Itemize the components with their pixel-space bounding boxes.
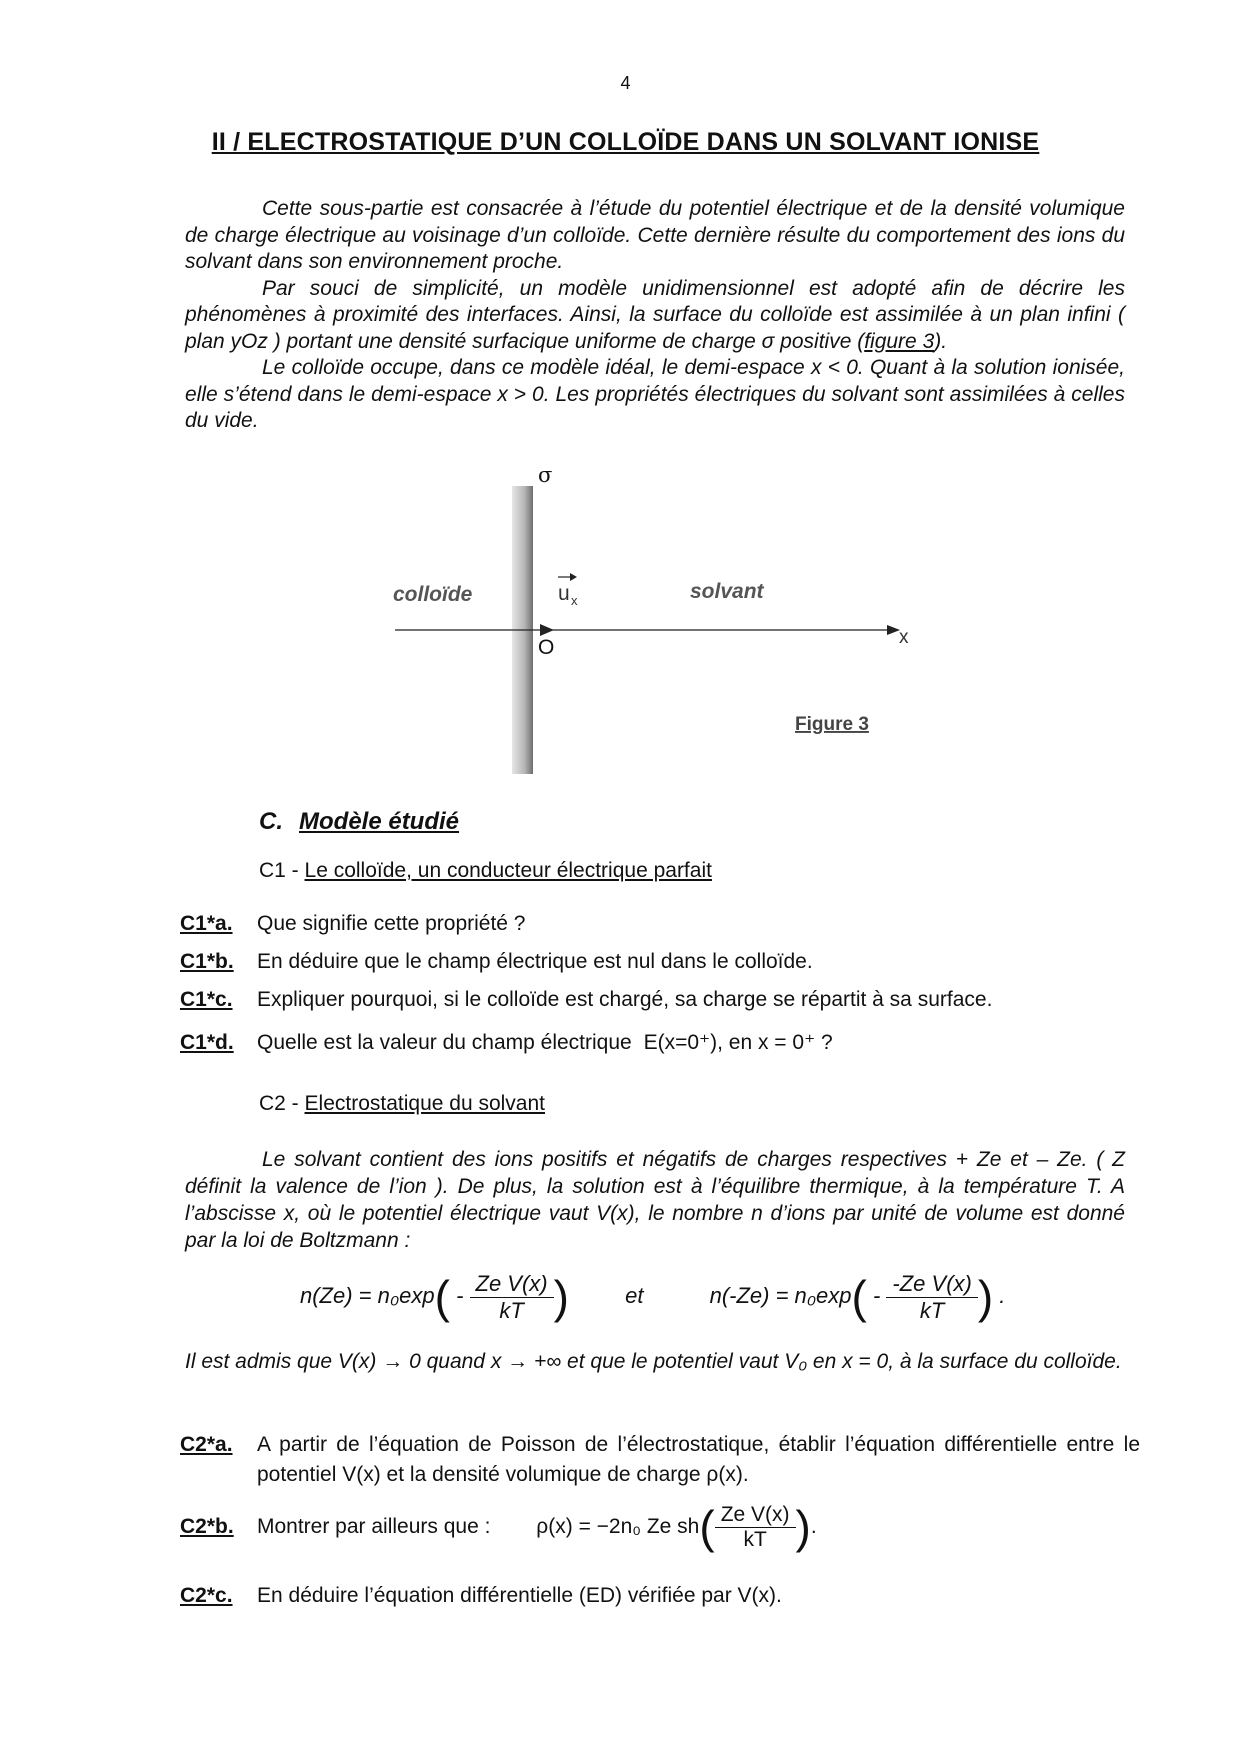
paren-open: (: [434, 1271, 450, 1323]
minus-sign: -: [866, 1282, 887, 1308]
question-c2b: [180, 1500, 1140, 1554]
c1-heading: [259, 859, 712, 883]
ux-label: u: [558, 582, 570, 605]
boltzmann-intro: Le solvant contient des ions positifs et négatifs de charges respectives + Ze et – Ze. ( Z définit la valence de l’ion ). De plus, la solution est à l’équilibre thermique, à la température T. A l’abscisse x, où le potentiel électrique vaut V(x), le nombre n d’ions par unité de volume est donné par la loi de Boltzmann :: [185, 1148, 1125, 1252]
figure-caption: Figure 3: [795, 714, 869, 735]
section-c-title: Modèle étudié: [299, 808, 460, 835]
solvant-label: solvant: [690, 580, 764, 603]
intro-p2-end: ).: [934, 329, 948, 353]
c2-paragraph-2: [185, 1345, 1125, 1378]
c1-prefix: C1 -: [259, 859, 305, 882]
ux-arrow: [540, 624, 554, 636]
question-c2c: [180, 1584, 1140, 1608]
c2-heading: [259, 1092, 545, 1116]
section-title: II / ELECTROSTATIQUE D’UN COLLOÏDE DANS UN SOLVANT IONISE: [211, 128, 1040, 156]
question-text: Que signifie cette propriété ?: [257, 912, 526, 935]
question-label: C2*c.: [180, 1584, 233, 1607]
eq-right-prefix: n(-Ze) = n₀exp: [709, 1282, 852, 1308]
intro-paragraph-2: [185, 276, 1125, 356]
minus-sign: -: [449, 1282, 470, 1308]
question-text: En déduire l’équation différentielle (ED) vérifiée par V(x).: [257, 1584, 782, 1607]
eq-right-fraction: [886, 1271, 977, 1324]
eq-left-numerator: Ze V(x): [470, 1271, 554, 1298]
period: .: [810, 1515, 817, 1538]
ux-subscript: x: [571, 593, 578, 608]
question-label: C1*d.: [180, 1031, 234, 1054]
c2-title: Electrostatique du solvant: [304, 1092, 545, 1115]
eq-left-prefix: n(Ze) = n₀exp: [300, 1282, 435, 1308]
figure-3-link[interactable]: figure 3: [864, 329, 935, 353]
section-c-heading: [259, 808, 459, 836]
eq-left-fraction: [470, 1271, 554, 1324]
c2-paragraph-1: [185, 1146, 1125, 1254]
intro-paragraph-3: Le colloïde occupe, dans ce modèle idéal, le demi-espace x < 0. Quant à la solution ionisée, elle s’étend dans le demi-espace x > 0. Les propriétés électriques du solvant sont assimilées à celles du vide.: [185, 356, 1125, 432]
eq-period: .: [993, 1282, 1006, 1308]
question-c1b: [180, 950, 1140, 974]
intro-paragraph-1: Cette sous-partie est consacrée à l’étude du potentiel électrique et de la densité volumique de charge électrique au voisinage d’un colloïde. Cette dernière résulte du comportement des ions du solvant dans son environnement proche.: [185, 197, 1125, 273]
sigma-label: σ: [538, 463, 553, 487]
question-tail: , en x = 0⁺ ?: [717, 1031, 833, 1054]
intro-p2-start: Par souci de simplicité, un modèle unidimensionnel est adopté afin de décrire les phénomènes à proximité des interfaces. Ainsi, la surface du colloïde est assimilée à un plan infini ( plan yOz ) portant une densité surfacique uniforme de charge σ positive (: [185, 276, 1125, 353]
question-text: En déduire que le champ électrique est nul dans le colloïde.: [257, 950, 813, 973]
c2-prefix: C2 -: [259, 1092, 305, 1115]
section-c-label: C.: [259, 808, 283, 835]
paren-open: (: [699, 1501, 715, 1553]
question-text: Quelle est la valeur du champ électrique: [257, 1031, 632, 1054]
c1-title: Le colloïde, un conducteur électrique parfait: [304, 859, 712, 882]
question-label: C1*c.: [180, 988, 233, 1011]
figure-3-diagram: [370, 460, 930, 780]
question-text: A partir de l’équation de Poisson de l’électrostatique, établir l’équation différentielle entre le potentiel V(x) et la densité volumique de charge ρ(x).: [257, 1433, 1140, 1486]
question-c2a: [180, 1430, 1140, 1490]
sh-fraction: [715, 1503, 796, 1552]
boltzmann-equations: [300, 1270, 1060, 1340]
sh-denominator: kT: [743, 1527, 767, 1551]
x-axis-label: x: [899, 627, 909, 648]
question-label: C2*a.: [180, 1433, 233, 1456]
intro-text: [185, 196, 1125, 435]
rho-expression: ρ(x) = −2n₀ Ze sh: [536, 1515, 700, 1538]
field-expression: E(x=0⁺): [643, 1031, 718, 1054]
paren-close: ): [977, 1271, 994, 1323]
question-label: C1*a.: [180, 912, 233, 935]
eq-right-numerator: -Ze V(x): [886, 1271, 977, 1298]
question-text: Expliquer pourquoi, si le colloïde est chargé, sa charge se répartit à sa surface.: [257, 988, 993, 1011]
eq-et: et: [625, 1282, 644, 1308]
origin-label: O: [538, 636, 555, 659]
ux-vector-head: [570, 573, 577, 581]
question-label: C1*b.: [180, 950, 234, 973]
boundary-conditions: Il est admis que V(x) → 0 quand x → +∞ et que le potentiel vaut V₀ en x = 0, à la surface du colloïde.: [185, 1350, 1122, 1373]
colloide-label: colloïde: [393, 583, 473, 606]
paren-open: (: [851, 1271, 867, 1323]
eq-left-denominator: kT: [499, 1297, 524, 1323]
question-c1a: [180, 912, 1140, 936]
page-number: 4: [620, 73, 631, 93]
question-text: Montrer par ailleurs que :: [257, 1515, 491, 1538]
paren-close: ): [795, 1501, 811, 1553]
question-c1c: [180, 988, 1140, 1012]
question-label: C2*b.: [180, 1514, 234, 1538]
eq-right-denominator: kT: [919, 1297, 945, 1323]
sh-numerator: Ze V(x): [715, 1503, 796, 1528]
paren-close: ): [553, 1271, 569, 1323]
question-c1d: [180, 1030, 1140, 1055]
